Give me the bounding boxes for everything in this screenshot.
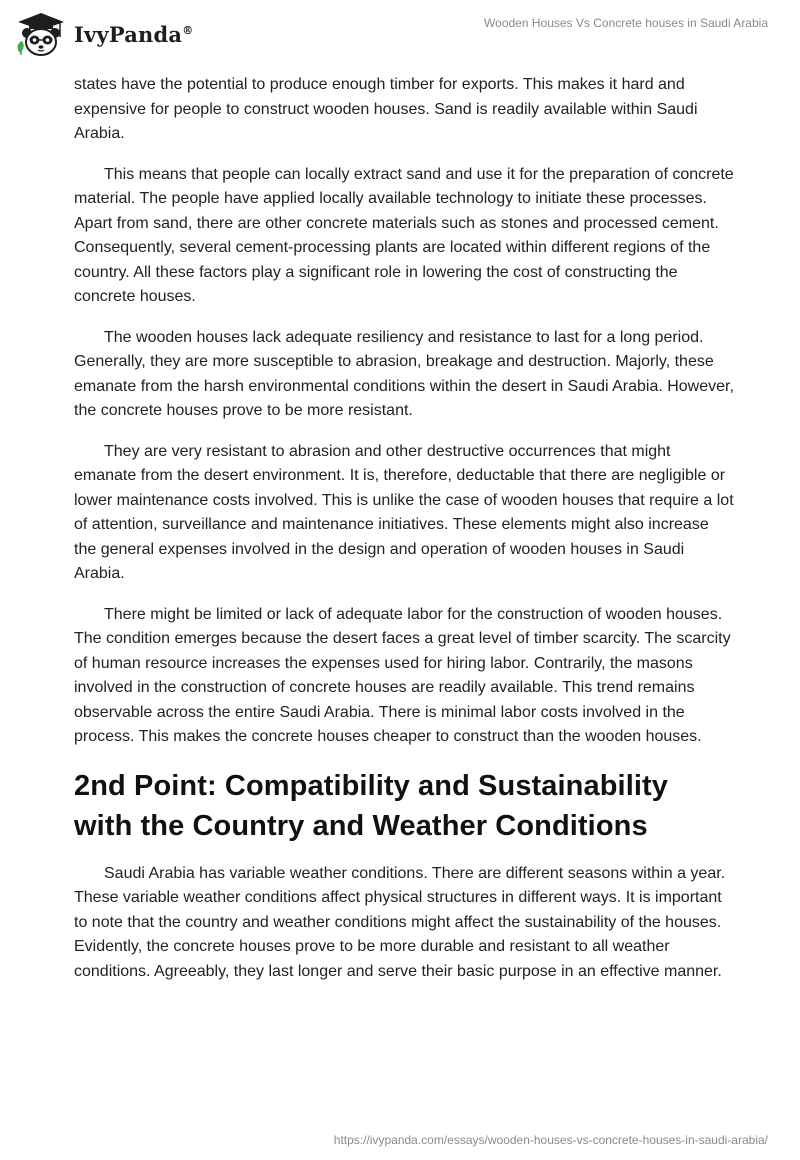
section-heading: 2nd Point: Compatibility and Sustainability with the Country and Weather Conditions bbox=[74, 769, 668, 842]
logo-wordmark bbox=[74, 22, 193, 47]
source-url[interactable]: https://ivypanda.com/essays/wooden-houses-vs-concrete-houses-in-saudi-arabia/ bbox=[333, 1133, 768, 1147]
paragraph: This means that people can locally extract sand and use it for the preparation of concrete material. The people have applied locally available technology to initiate these processes. Apart from sand, there are other concrete materials such as stones and processed cement. Consequently, several cement-processing plants are located within different regions of the country. All these factors play a significant role in lowering the cost of constructing the concrete houses. bbox=[74, 165, 734, 305]
panda-graduation-cap-icon bbox=[14, 11, 68, 57]
paragraph: states have the potential to produce enough timber for exports. This makes it hard and expensive for people to construct wooden houses. Sand is readily available within Saudi Arabia. bbox=[74, 76, 698, 142]
logo-text: IvyPanda bbox=[74, 21, 183, 47]
page-header bbox=[0, 0, 800, 72]
paragraph: The wooden houses lack adequate resiliency and resistance to last for a long period. Generally, they are more susceptible to abrasion, breakage and destruction. Majorly, these emanate from the harsh environmental conditions within the desert in Saudi Arabia. However, the concrete houses prove to be more resistant. bbox=[74, 328, 734, 419]
paragraph: Saudi Arabia has variable weather conditions. There are different seasons within a year. These variable weather conditions affect physical structures in different ways. It is important to note that the country and weather conditions might affect the sustainability of the houses. Evidently, the concrete houses prove to be more durable and resistant to all weather conditions. Agreeably, they last longer and serve their basic purpose in an effective manner. bbox=[74, 864, 726, 980]
paragraph: They are very resistant to abrasion and other destructive occurrences that might emanate from the desert environment. It is, therefore, deductable that there are negligible or lower maintenance costs involved. This is unlike the case of wooden houses that require a lot of attention, surveillance and maintenance initiatives. These elements might also increase the general expenses involved in the design and operation of wooden houses in Saudi Arabia. bbox=[74, 442, 734, 582]
registered-mark: ® bbox=[182, 23, 194, 37]
essay-body bbox=[74, 73, 734, 1000]
ivypanda-logo[interactable] bbox=[14, 10, 234, 58]
paragraph: There might be limited or lack of adequate labor for the construction of wooden houses. The condition emerges because the desert faces a great level of timber scarcity. The scarcity of human resource increases the expenses used for hiring labor. Contrarily, the masons involved in the construction of concrete houses are readily available. This trend remains observable across the entire Saudi Arabia. There is minimal labor costs involved in the process. This makes the concrete houses cheaper to construct than the wooden houses. bbox=[74, 605, 731, 745]
document-title: Wooden Houses Vs Concrete houses in Saudi Arabia bbox=[484, 16, 768, 30]
